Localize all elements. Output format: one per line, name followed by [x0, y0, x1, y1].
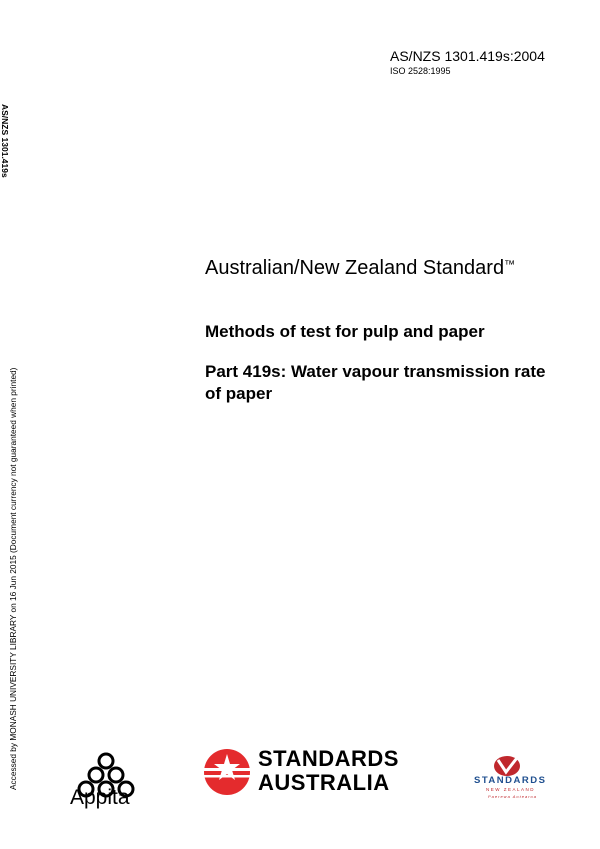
standards-nz-wordmark: STANDARDS [474, 775, 547, 786]
standards-australia-line2: AUSTRALIA [258, 770, 390, 795]
part-title: Part 419s: Water vapour transmission rate of paper [205, 362, 546, 403]
side-code-text: AS/NZS 1301.419s [0, 104, 10, 178]
standard-label-text: Australian/New Zealand Standard [205, 257, 505, 279]
side-code [0, 104, 26, 194]
standards-australia-line1: STANDARDS [258, 746, 399, 771]
access-note [4, 367, 26, 790]
standard-label [205, 257, 515, 280]
standards-nz-subtitle: NEW ZEALAND [486, 787, 536, 792]
standards-australia-logo-icon [203, 748, 251, 796]
appita-wordmark: Appita [70, 786, 130, 809]
access-note-text: Accessed by MONASH UNIVERSITY LIBRARY on 16 Jun 2015 (Document currency not guaranteed when printed) [8, 367, 18, 790]
standards-nz-tagline: Paerewa Aotearoa [488, 794, 537, 799]
trademark-symbol: ™ [504, 259, 516, 271]
standard-number: AS/NZS 1301.419s:2004 [390, 48, 545, 64]
iso-number: ISO 2528:1995 [390, 66, 451, 76]
series-title: Methods of test for pulp and paper [205, 322, 485, 341]
